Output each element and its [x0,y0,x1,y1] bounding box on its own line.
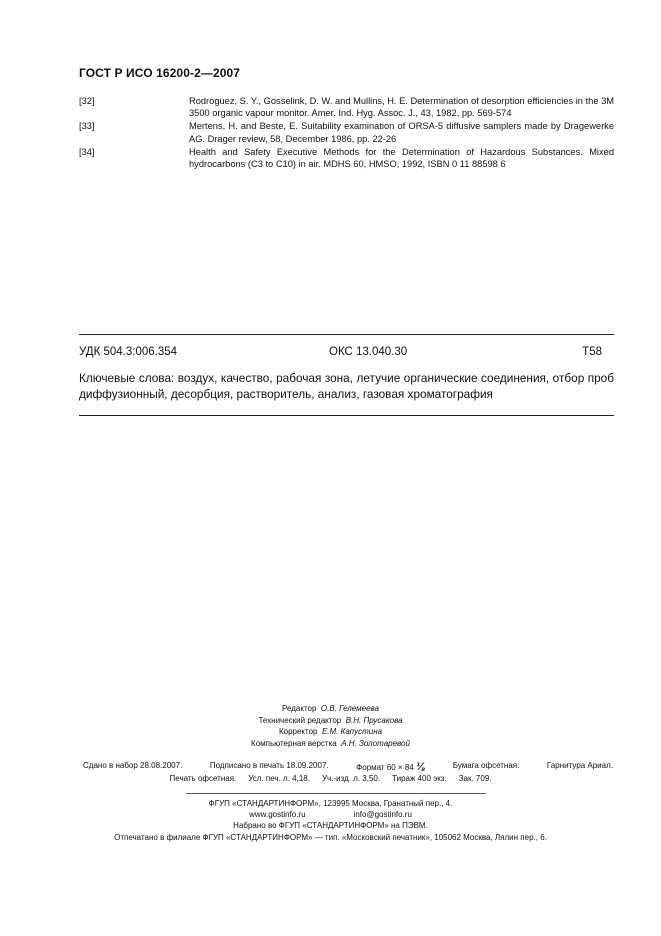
credits-block [0,703,661,749]
credit-editor [0,703,661,715]
email-link[interactable]: info@gostinfo.ru [353,810,412,820]
print-type: Печать офсетная. [169,774,237,783]
reference-item [79,146,614,170]
footer-block [0,798,661,843]
reference-number: [34] [79,146,95,157]
credit-name: Е.М. Капустина [321,727,383,736]
conventional-sheets: Усл. печ. л. 4,18. [248,774,310,783]
reference-text: Rodroguez, S. Y., Gosselink, D. W. and Mullins, H. E. Determination of desorption efficiencies in the 3M 3500 organic vapour monitor. Amer. Ind. Hyg. Assoc. J., 43, 1982, pp. 569-574 [189,96,614,119]
reference-number: [33] [79,121,95,132]
top-divider [79,334,614,335]
credit-role: Редактор [281,704,317,713]
print-run: Тираж 400 экз. [392,774,447,783]
keywords: Ключевые слова: воздух, качество, рабочая зона, летучие органические соединения, отбор проб диффузионный, десорбция, растворитель, анализ, газовая хроматография [79,371,614,401]
udk-code: УДК 504.3:006.354 [79,346,178,358]
credit-tech-editor [0,715,661,727]
reference-item [79,95,614,119]
references-list [79,95,614,171]
oks-code: ОКС 13.040.30 [329,346,408,358]
bottom-divider [79,415,614,416]
order-number: Зак. 709. [458,774,492,783]
credit-name: А.Н. Золотаревой [341,738,410,748]
typeset-date: Сдано в набор 28.08.2007. [83,761,183,770]
publisher-address: ФГУП «СТАНДАРТИНФОРМ», 123995 Москва, Гранатный пер., 4. [208,799,453,808]
credit-name: В.Н. Прусакова [345,715,403,725]
fraction-symbol: ⅛ [415,761,426,773]
classification-row [79,346,602,358]
paper-type: Бумага офсетная. [452,761,520,770]
document-header: ГОСТ Р ИСО 16200-2—2007 [79,66,241,80]
group-code: Т58 [582,346,602,358]
credit-role: Технический редактор [258,715,342,725]
credit-corrector [0,726,661,738]
reference-item [79,120,614,144]
contacts [0,809,661,820]
website-link[interactable]: www.gostinfo.ru [249,810,306,820]
printed-note: Отпечатано в филиале ФГУП «СТАНДАРТИНФОРМ» — тип. «Московский печатник», 105062 Москва, Лялин пер., 6. [114,832,547,842]
paper-format: Формат 60 × 84 ⅛ [356,761,426,773]
typeset-note: Набрано во ФГУП «СТАНДАРТИНФОРМ» на ПЭВМ. [233,821,428,831]
credit-layout [0,738,661,750]
reference-text: Health and Safety Executive Methods for the Determination of Hazardous Substances. Mixed hydrocarbons (C3 to C10) in air. MDHS 60, HMSO, 1992, ISBN 0 11 88598 6 [189,146,614,170]
credit-role: Компьютерная верстка [251,738,337,748]
publication-details-row1 [83,761,613,773]
footer-divider [186,793,486,794]
credit-role: Корректор [278,727,318,736]
publisher-sheets: Уч.-изд. л. 3,50. [321,774,381,783]
publication-details-row2 [0,774,661,783]
print-date: Подписано в печать 18.09.2007. [209,761,329,770]
reference-text: Mertens, H. and Beste, E. Suitability examination of ORSA-5 diffusive samplers made by Dragewerke AG. Drager review, 58, December 1986, pp. 22-26 [189,121,614,144]
typeface: Гарнитура Ариал. [546,761,613,770]
credit-name: О.В. Гелемеева [320,704,379,713]
reference-number: [32] [79,96,95,106]
